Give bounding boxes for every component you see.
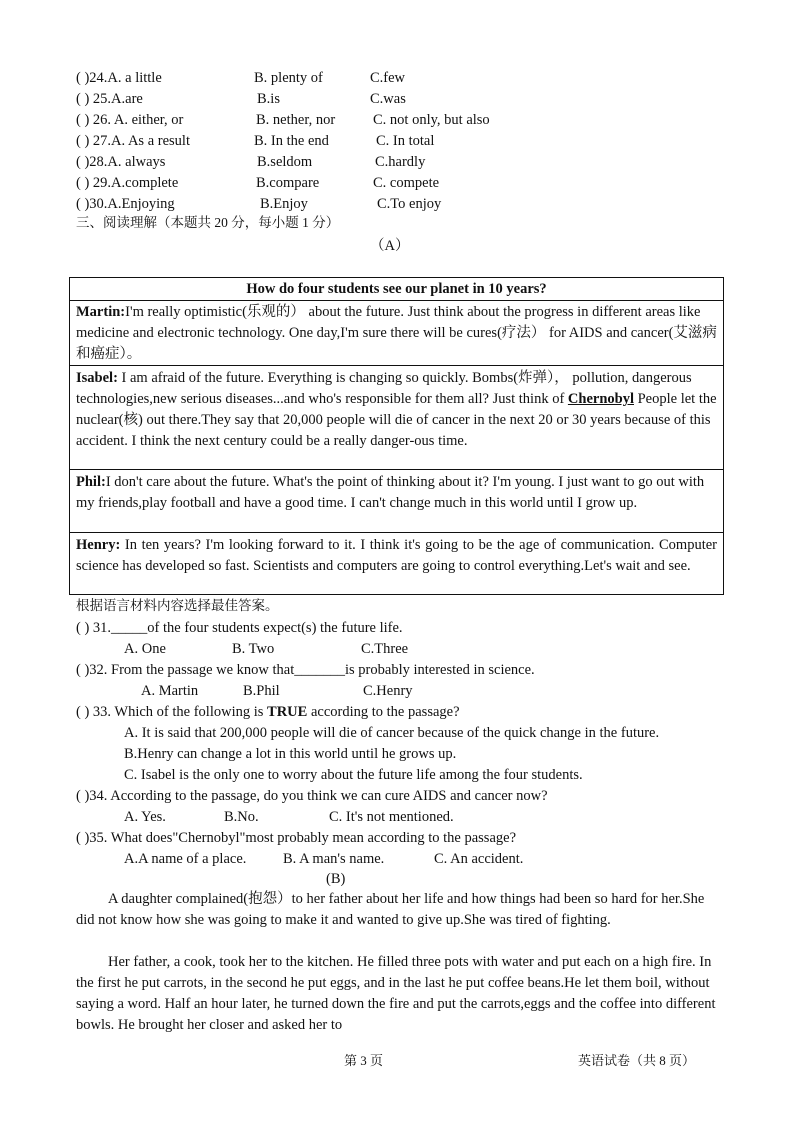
cloze-24-c: C.few xyxy=(370,70,406,86)
phil-row xyxy=(70,470,723,533)
cloze-26-a: ( ) 26. A. either, or xyxy=(76,112,184,128)
passage-a-title: How do four students see our planet in 10 years? xyxy=(70,278,723,301)
option-a: A. Yes. xyxy=(124,809,166,825)
passage-b-paragraph-1: A daughter complained(抱怨）to her father about her life and how things had been so hard for her.She did not know how she was going to make it and wanted to give up.She was tired of fighting. xyxy=(76,891,705,928)
cloze-27-c: C. In total xyxy=(376,133,435,149)
cloze-25-c: C.was xyxy=(370,91,406,107)
cloze-29-b: B.compare xyxy=(256,175,320,191)
option-c: C. Isabel is the only one to worry about the future life among the four students. xyxy=(124,767,583,783)
cloze-28-c: C.hardly xyxy=(375,154,426,170)
cloze-28-a: ( )28.A. always xyxy=(76,154,166,170)
martin-row xyxy=(70,300,723,366)
martin-text: I'm really optimistic(乐观的） about the future. Just think about the progress in different areas like medicine and electronic technology. One day,I'm sure there will be cures(疗法） for AIDS and cancer(艾滋病和癌症）。 xyxy=(76,304,717,362)
cloze-26-c: C. not only, but also xyxy=(373,112,490,128)
question-stem xyxy=(76,702,460,722)
cloze-30-b: B.Enjoy xyxy=(260,196,308,212)
cloze-27-a: ( ) 27.A. As a result xyxy=(76,133,190,149)
stem-post: according to the passage? xyxy=(307,704,460,720)
option-b: B.No. xyxy=(224,809,259,825)
paper-info: 英语试卷（共 8 页） xyxy=(578,1053,696,1068)
question-stem: ( )35. What does"Chernobyl"most probably mean according to the passage? xyxy=(76,830,517,846)
passage-a-label: （A） xyxy=(370,238,410,254)
speaker-phil: Phil: xyxy=(76,474,106,490)
cloze-27-b: B. In the end xyxy=(254,133,329,149)
isabel-text-2: People let the nuclear(核) out there.They say that 20,000 people will die of cancer in the next 20 or 30 years because of this accident. I think the next century could be a really danger-ous time. xyxy=(76,391,717,449)
option-a: A. It is said that 200,000 people will die of cancer because of the quick change in the future. xyxy=(124,725,660,741)
option-b: B.Phil xyxy=(243,683,280,699)
cloze-29-a: ( ) 29.A.complete xyxy=(76,175,179,191)
passage-a-table xyxy=(69,277,724,595)
henry-text: In ten years? I'm looking forward to it. I think it's going to be the age of communication. Computer science has developed so fast. Scientists and computers are going to control everything.Let's wait and see. xyxy=(76,537,717,574)
speaker-henry: Henry: xyxy=(76,537,121,553)
isabel-row xyxy=(70,366,723,470)
cloze-25-b: B.is xyxy=(257,91,280,107)
cloze-24-b: B. plenty of xyxy=(254,70,323,86)
passage-b-label: (B) xyxy=(326,871,346,887)
option-b: B. Two xyxy=(232,641,275,657)
speaker-isabel: Isabel: xyxy=(76,370,118,386)
option-c: C.Three xyxy=(361,641,409,657)
cloze-26-b: B. nether, nor xyxy=(256,112,336,128)
instruction: 根据语言材料内容选择最佳答案。 xyxy=(76,598,279,613)
option-c: C.Henry xyxy=(363,683,413,699)
option-c: C. It's not mentioned. xyxy=(329,809,454,825)
option-b: B. A man's name. xyxy=(283,851,385,867)
option-a: A. One xyxy=(124,641,166,657)
cloze-25-a: ( ) 25.A.are xyxy=(76,91,143,107)
stem-bold: TRUE xyxy=(267,704,308,720)
phil-text: I don't care about the future. What's the point of thinking about it? I'm young. I just want to go out with my friends,play football and have a good time. I can't change much in this world until I grow up. xyxy=(76,474,705,511)
isabel-text-1: I am afraid of the future. Everything is changing so quickly. Bombs(炸弹）， pollution, dangerous technologies,new serious diseases...and who's responsible for them all? Just think of xyxy=(76,370,692,407)
speaker-martin: Martin: xyxy=(76,304,126,320)
cloze-29-c: C. compete xyxy=(373,175,440,191)
page-number: 第 3 页 xyxy=(344,1053,384,1068)
chernobyl-word: Chernobyl xyxy=(567,391,634,407)
henry-row xyxy=(70,533,723,595)
option-a: A. Martin xyxy=(141,683,199,699)
option-b: B.Henry can change a lot in this world until he grows up. xyxy=(124,746,457,762)
cloze-30-a: ( )30.A.Enjoying xyxy=(76,196,175,212)
question-stem: ( ) 31._____of the four students expect(s) the future life. xyxy=(76,620,403,636)
passage-b-paragraph-2: Her father, a cook, took her to the kitchen. He filled three pots with water and put each on a high fire. In the first he put carrots, in the second he put eggs, and in the last he put coffee beans.He let them boil, without saying a word. Half an hour later, he turned down the fire and put the carrots,eggs and the coffee into different bowls. He brought her closer and asked her to xyxy=(76,954,716,1033)
stem-pre: ( ) 33. Which of the following is xyxy=(76,704,268,720)
question-stem: ( )34. According to the passage, do you think we can cure AIDS and cancer now? xyxy=(76,788,548,804)
question-stem: ( )32. From the passage we know that_______is probably interested in science. xyxy=(76,662,535,678)
cloze-28-b: B.seldom xyxy=(257,154,313,170)
cloze-30-c: C.To enjoy xyxy=(377,196,442,212)
section-heading: 三、阅读理解（本题共 20 分，每小题 1 分） xyxy=(76,215,340,230)
cloze-24-a: ( )24.A. a little xyxy=(76,70,162,86)
option-a: A.A name of a place. xyxy=(124,851,247,867)
option-c: C. An accident. xyxy=(434,851,524,867)
